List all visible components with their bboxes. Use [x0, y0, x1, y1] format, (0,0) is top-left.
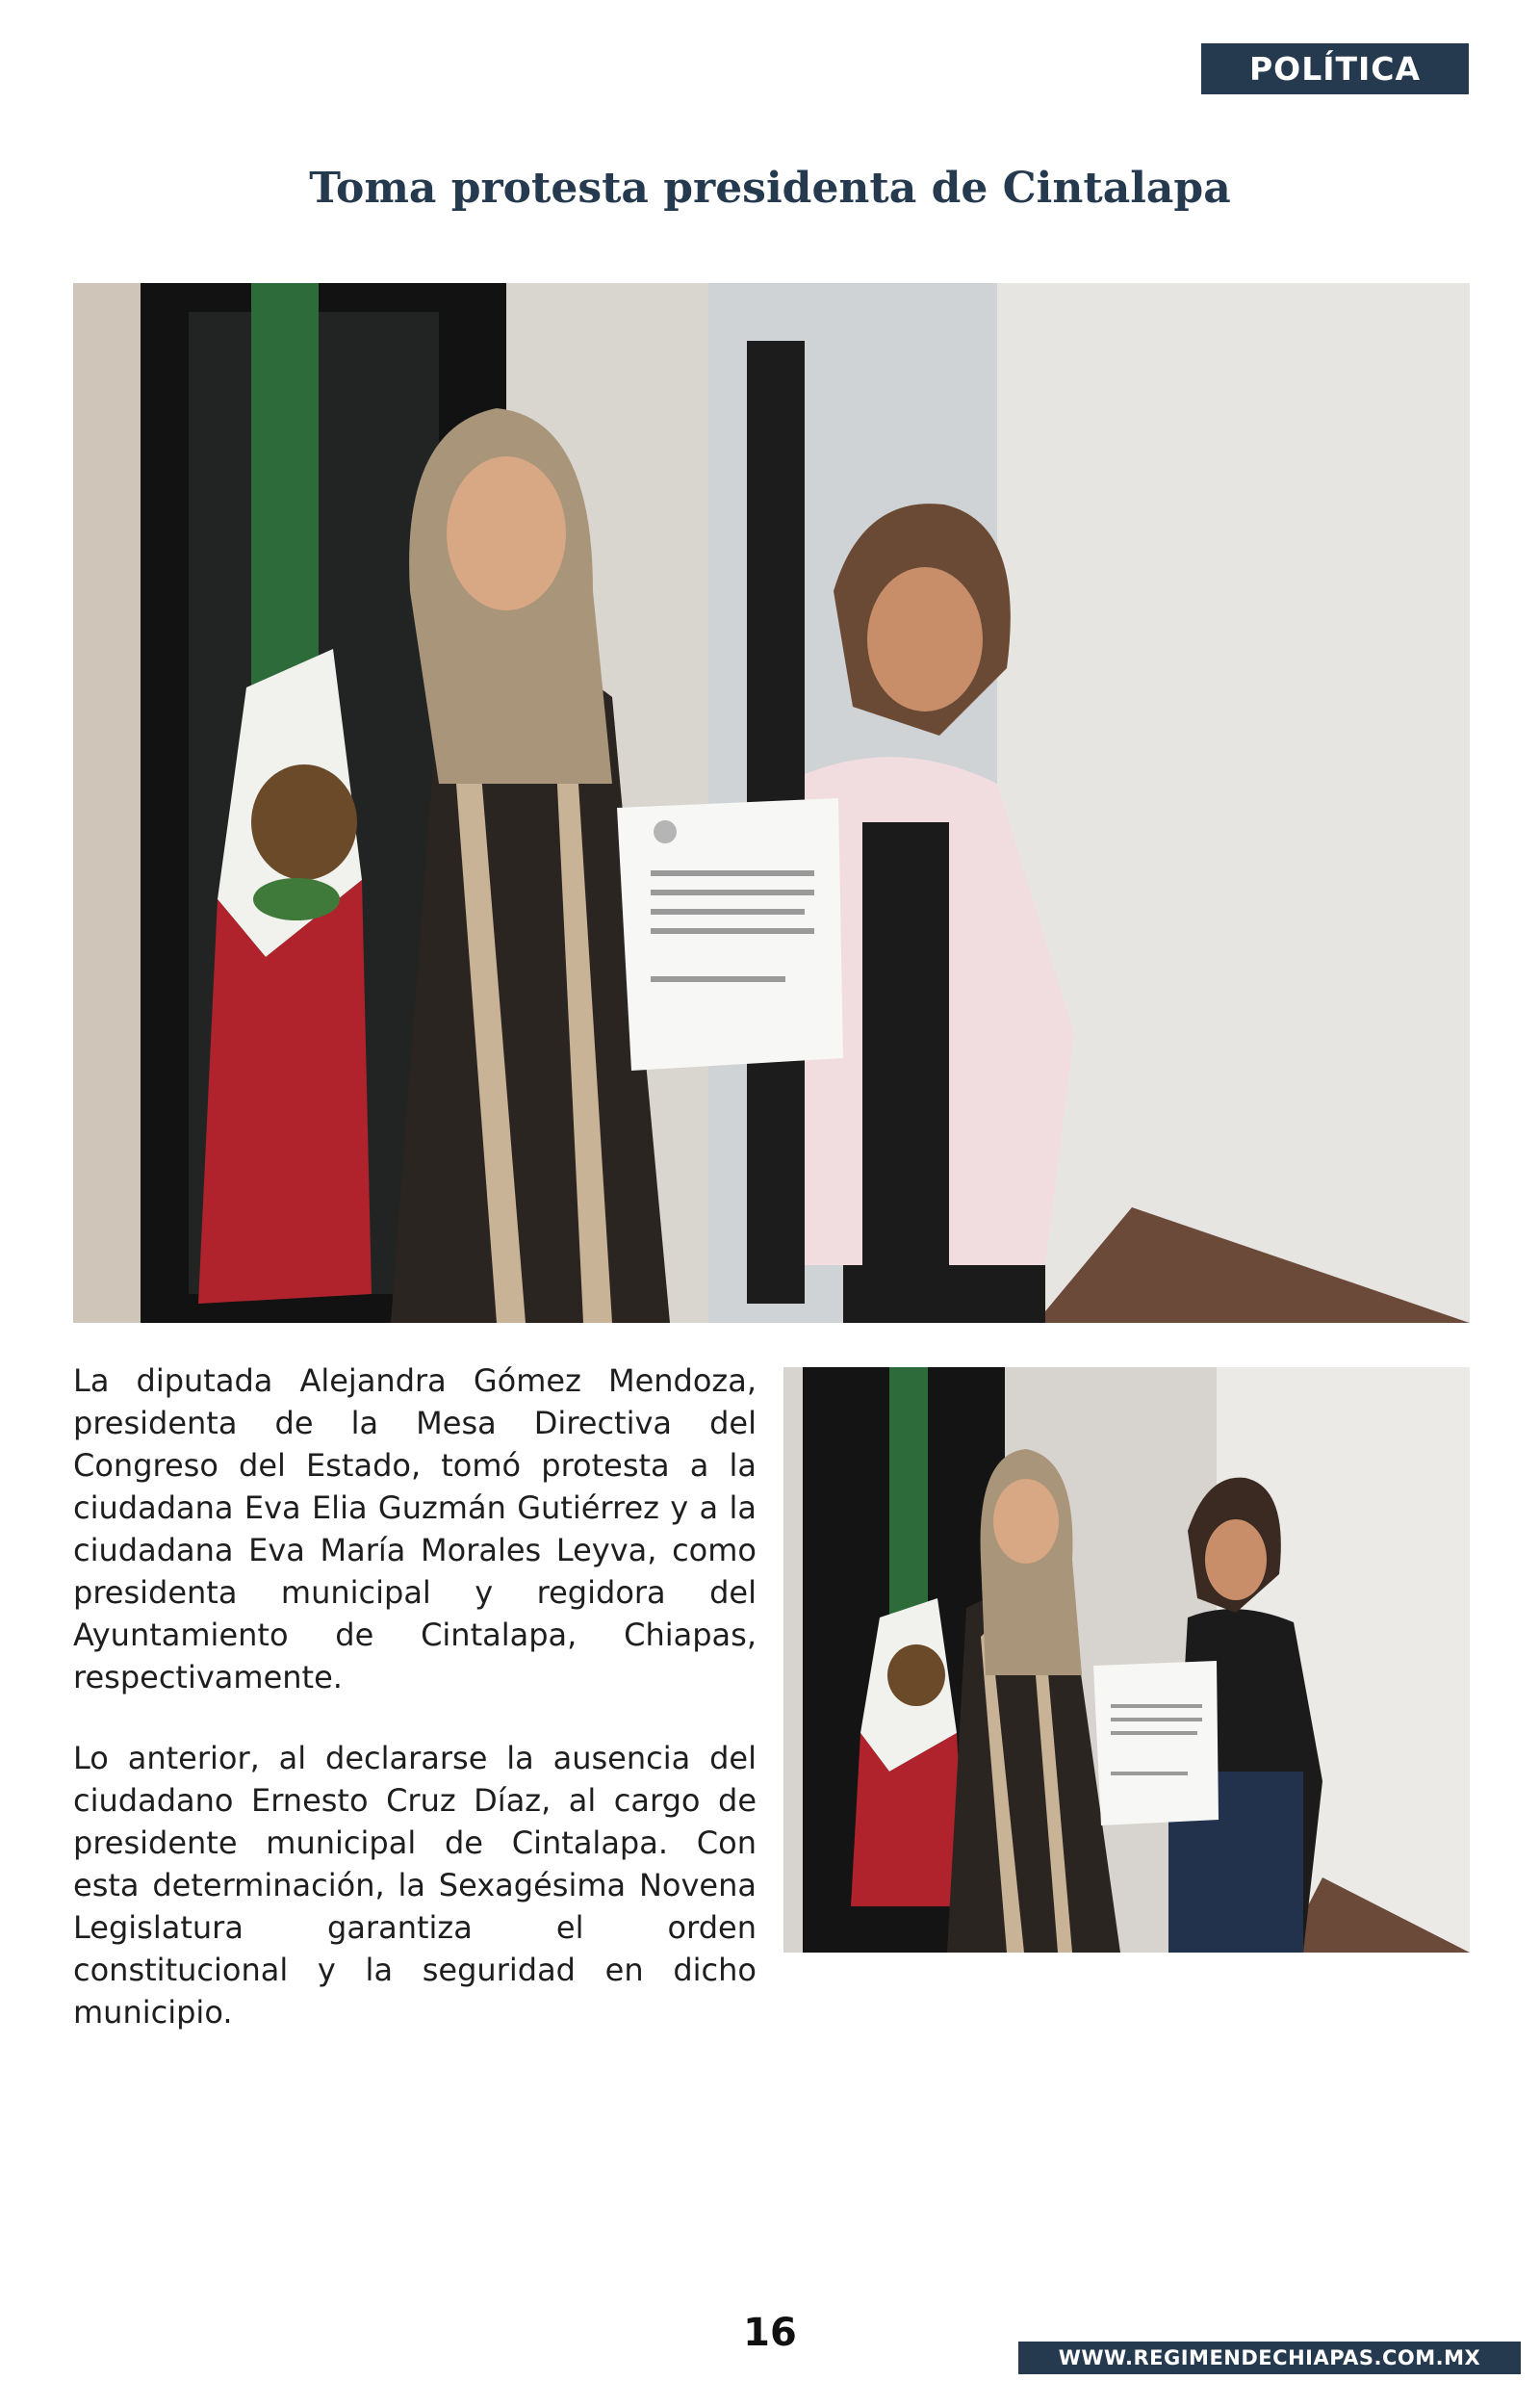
secondary-photo: [783, 1367, 1470, 1953]
page-number: 16: [743, 2311, 797, 2355]
paragraph-1: La diputada Alejandra Gómez Mendoza, presidenta de la Mesa Directiva del Congreso del Estado, tomó protesta a la ciudadana Eva Elia Guzmán Gutiérrez y a la ciudadana Eva María Morales Leyva, como presidenta municipal y regidora del Ayuntamiento de Cintalapa, Chiapas, respectivamente.: [73, 1362, 757, 1695]
main-photo: [73, 283, 1470, 1323]
article-body: [73, 1359, 757, 2072]
document-icon: [617, 798, 843, 1071]
document-icon: [1093, 1661, 1219, 1825]
section-tag: POLÍTICA: [1201, 43, 1469, 94]
website-link[interactable]: WWW.REGIMENDECHIAPAS.COM.MX: [1018, 2342, 1521, 2374]
paragraph-2: Lo anterior, al declararse la ausencia del ciudadano Ernesto Cruz Díaz, al cargo de presidente municipal de Cintalapa. Con esta determinación, la Sexagésima Novena Legislatura garantiza el orden constitucional y la seguridad en dicho municipio.: [73, 1740, 757, 2031]
article-title: Toma protesta presidenta de Cintalapa: [309, 164, 1231, 213]
